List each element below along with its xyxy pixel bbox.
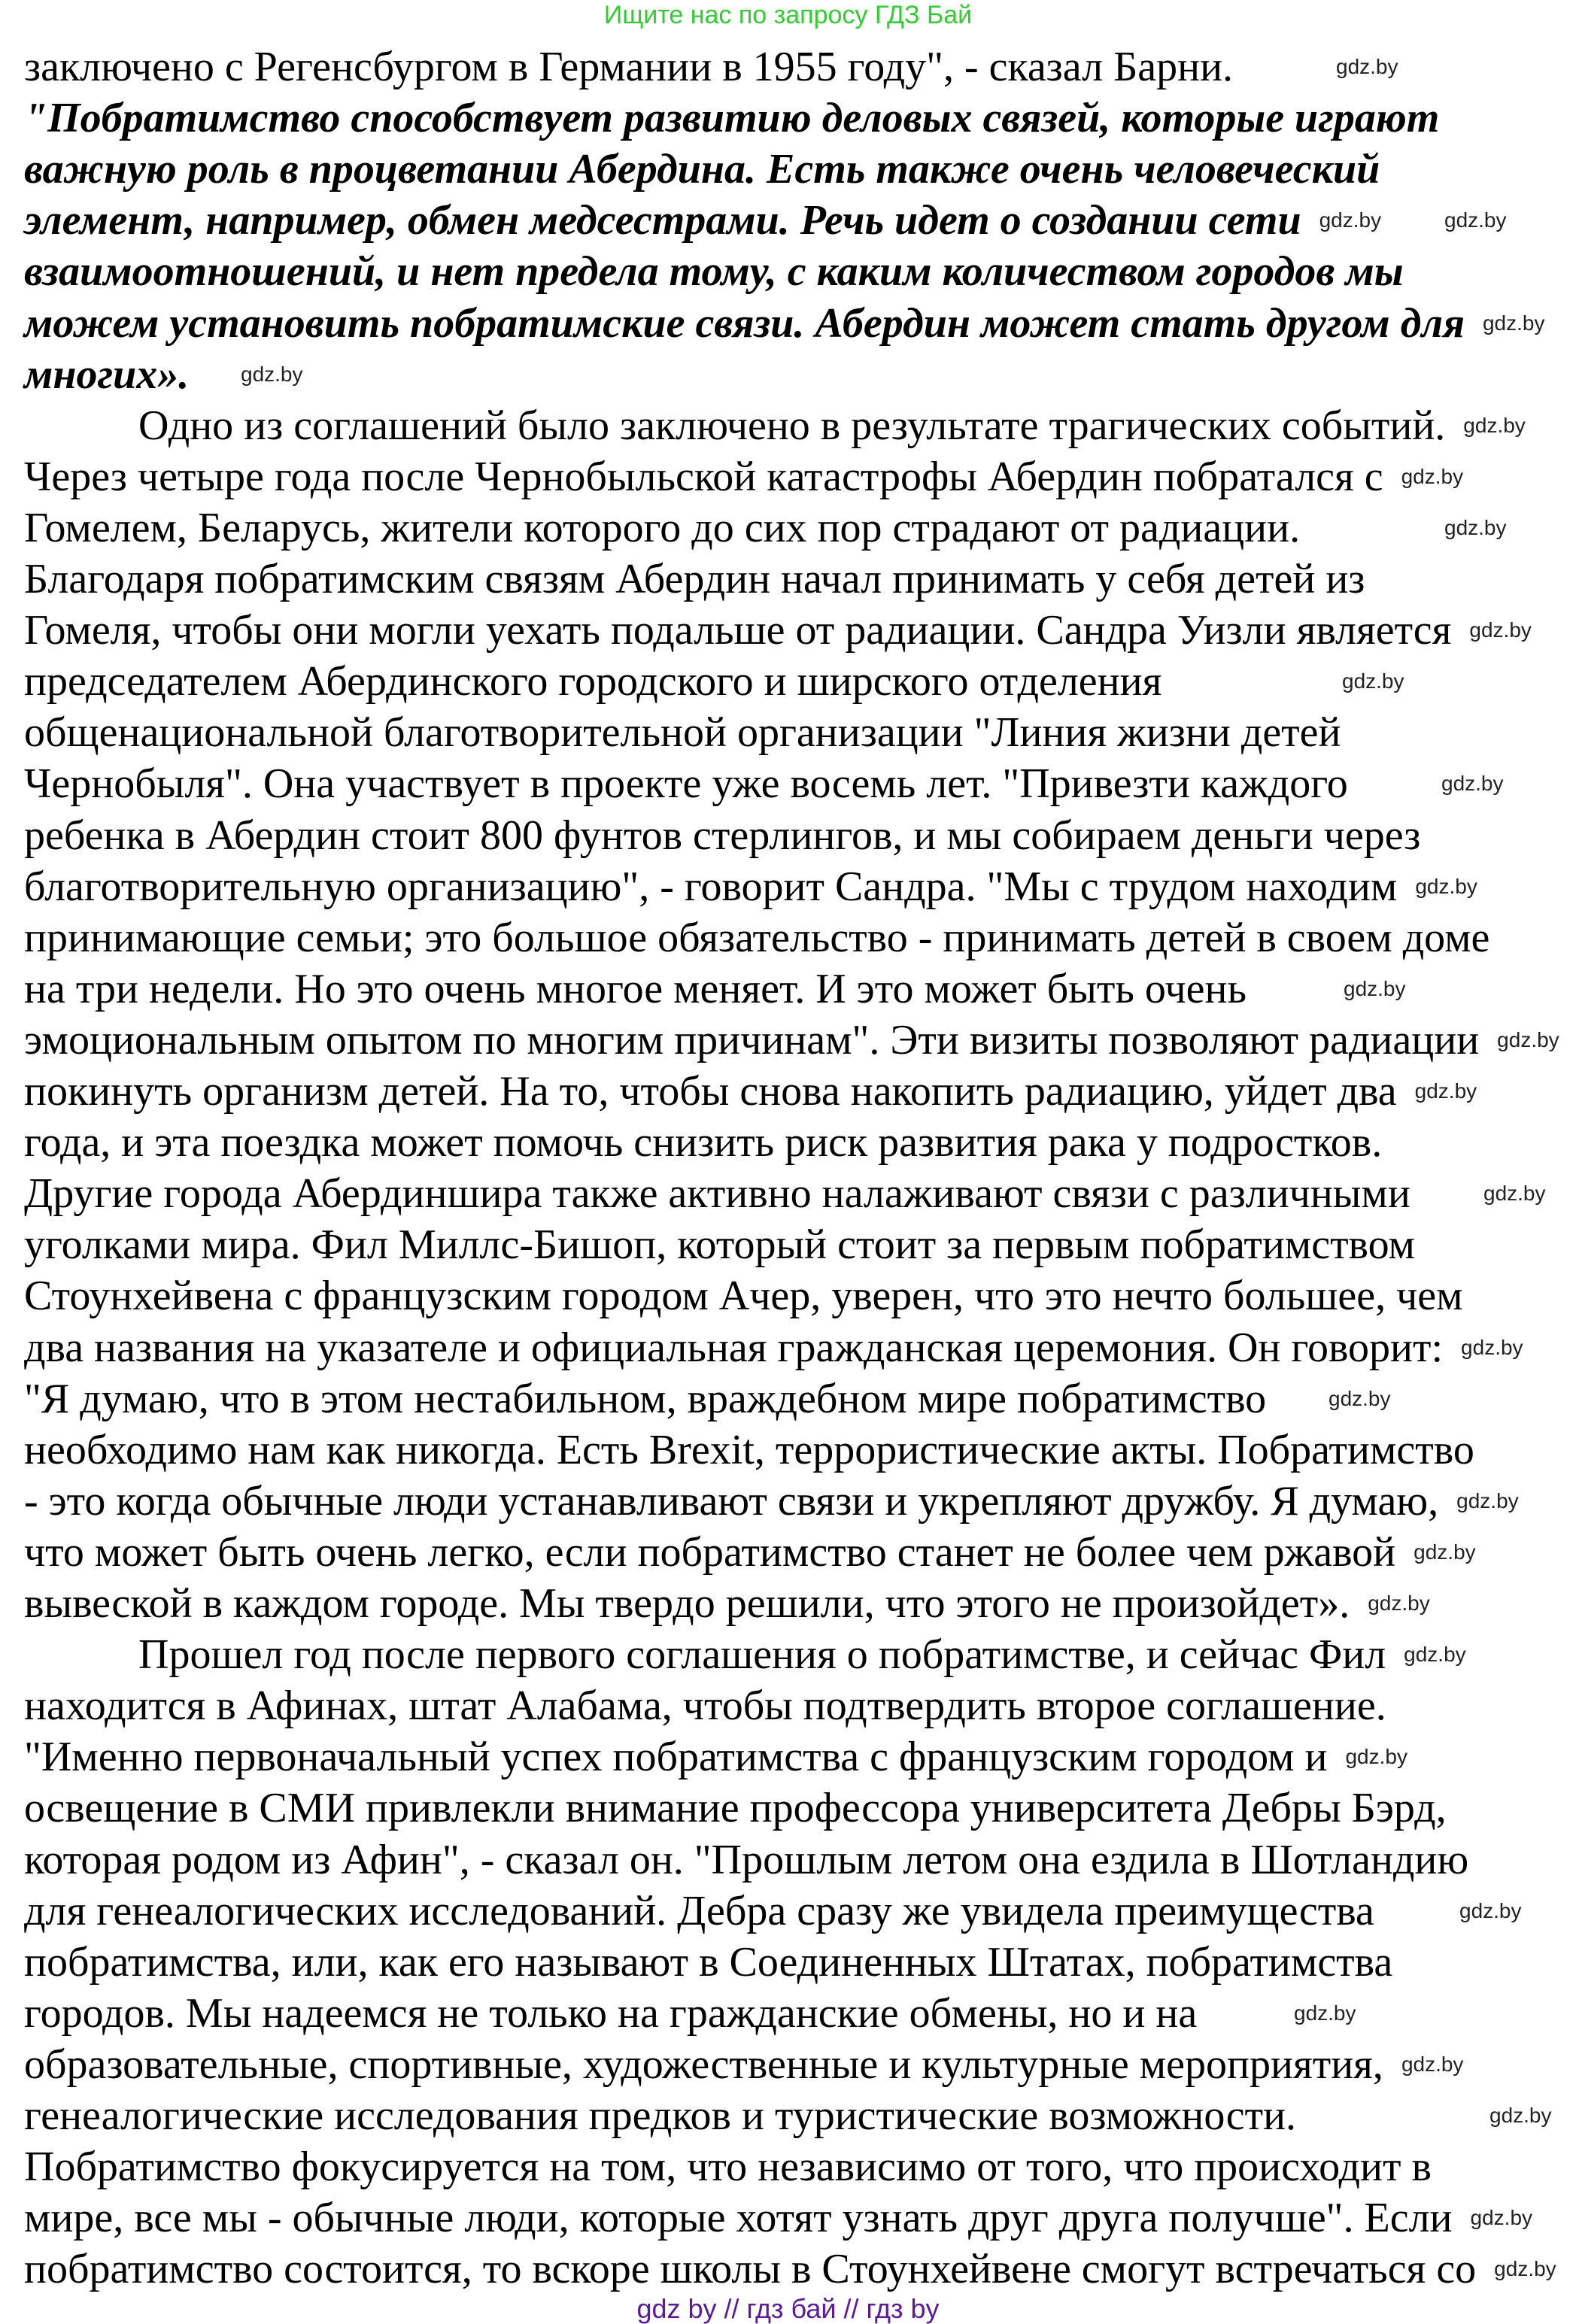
quote-line: можем установить побратимские связи. Абердин может стать другом для: [24, 299, 1465, 347]
text-line: заключено с Регенсбургом в Германии в 1955 году", - сказал Барни.: [24, 44, 1234, 90]
watermark-label: gdz.by: [1415, 874, 1477, 898]
watermark-label: gdz.by: [1329, 1386, 1391, 1410]
text-line: года, и эта поездка может помочь снизить риск развития рака у подростков.: [24, 1119, 1383, 1167]
text-line: - это когда обычные люди устанавливают связи и укрепляют дружбу. Я думаю,: [24, 1477, 1439, 1525]
quote-line: элемент, например, обмен медсестрами. Речь идет о создании сети: [24, 197, 1301, 244]
text-line: городов. Мы надеемся не только на гражданские обмены, но и на: [24, 1989, 1198, 2037]
text-line: Через четыре года после Чернобыльской катастрофы Абердин побратался с: [24, 453, 1383, 500]
text-line: покинуть организм детей. На то, чтобы снова накопить радиацию, уйдет два: [24, 1068, 1397, 1115]
watermark-label: gdz.by: [1482, 311, 1545, 335]
watermark-label: gdz.by: [1342, 669, 1404, 693]
text-line: на три недели. Но это очень многое меняет. И это может быть очень: [24, 965, 1247, 1012]
watermark-label: gdz.by: [1344, 976, 1406, 1000]
watermark-label: gdz.by: [241, 362, 303, 386]
watermark-label: gdz.by: [1444, 515, 1507, 539]
text-line: Гомелем, Беларусь, жители которого до сих пор страдают от радиации.: [24, 504, 1301, 551]
quote-line: "Побратимство способствует развитию деловых связей, которые играют: [24, 95, 1440, 142]
text-line: для генеалогических исследований. Дебра сразу же увидела преимущества: [24, 1887, 1374, 1934]
watermark-label: gdz.by: [1414, 1540, 1476, 1564]
text-line: уголками мира. Фил Миллс-Бишоп, который стоит за первым побратимством: [24, 1221, 1415, 1269]
quote-line: важную роль в процветании Абердина. Есть также очень человеческий: [24, 146, 1380, 193]
text-line: благотворительную организацию", - говорит Сандра. "Мы с трудом находим: [24, 863, 1398, 910]
text-line: что может быть очень легко, если побратимство станет не более чем ржавой: [24, 1528, 1396, 1576]
text-line: образовательные, спортивные, художественные и культурные мероприятия,: [24, 2040, 1383, 2088]
text-line: принимающие семьи; это большое обязательство - принимать детей в своем доме: [24, 914, 1490, 961]
watermark-label: gdz.by: [1497, 1027, 1559, 1051]
text-line: Чернобыля". Она участвует в проекте уже восемь лет. "Привезти каждого: [24, 760, 1348, 808]
search-hint-banner: Ищите нас по запросу ГДЗ Бай: [603, 1, 973, 29]
text-line: побратимства, или, как его называют в Соединенных Штатах, побратимства: [24, 1938, 1393, 1986]
watermark-label: gdz.by: [1294, 2001, 1356, 2025]
text-line: необходимо нам как никогда. Есть Brexit, террористические акты. Побратимство: [24, 1426, 1474, 1473]
watermark-label: gdz.by: [1463, 413, 1526, 437]
text-line: генеалогические исследования предков и туристические возможности.: [24, 2092, 1297, 2139]
watermark-label: gdz.by: [1483, 1182, 1546, 1206]
watermark-label: gdz.by: [1368, 1591, 1430, 1615]
text-line: ребенка в Абердин стоит 800 фунтов стерлингов, и мы собираем деньги через: [24, 812, 1421, 859]
text-line: Благодаря побратимским связям Абердин начал принимать у себя детей из: [24, 556, 1365, 602]
text-line: председателем Абердинского городского и ширского отделения: [24, 658, 1162, 705]
watermark-label: gdz.by: [1444, 208, 1507, 232]
text-line: два названия на указателе и официальная гражданская церемония. Он говорит:: [24, 1324, 1444, 1371]
text-line: побратимство состоится, то вскоре школы в Стоунхейвене смогут встречаться со: [24, 2246, 1477, 2293]
text-line: освещение в СМИ привлекли внимание профессора университета Дебры Бэрд,: [24, 1785, 1447, 1832]
watermark-label: gdz.by: [1489, 2104, 1552, 2127]
text-line: эмоциональным опытом по многим причинам". Эти визиты позволяют радиации: [24, 1016, 1480, 1063]
watermark-label: gdz.by: [1459, 1898, 1522, 1922]
watermark-label: gdz.by: [1319, 208, 1382, 232]
footer-links[interactable]: gdz by // гдз бай // гдз by: [636, 2293, 940, 2324]
watermark-label: gdz.by: [1470, 2206, 1533, 2230]
text-line: Гомеля, чтобы они могли уехать подальше от радиации. Сандра Уизли является: [24, 607, 1452, 654]
watermark-label: gdz.by: [1469, 618, 1532, 642]
watermark-label: gdz.by: [1345, 1745, 1407, 1769]
watermark-label: gdz.by: [1401, 2052, 1464, 2076]
text-line: мире, все мы - обычные люди, которые хотят узнать друг друга получше". Если: [24, 2195, 1453, 2242]
text-line: Одно из соглашений было заключено в результате трагических событий.: [138, 402, 1446, 449]
watermark-label: gdz.by: [1401, 464, 1464, 488]
text-line: Побратимство фокусируется на том, что независимо от того, что происходит в: [24, 2143, 1432, 2191]
text-line: общенациональной благотворительной организации "Линия жизни детей: [24, 709, 1341, 757]
text-line: Другие города Абердиншира также активно налаживают связи с различными: [24, 1170, 1411, 1218]
watermark-label: gdz.by: [1441, 772, 1504, 796]
watermark-label: gdz.by: [1336, 55, 1398, 78]
quote-line: взаимоотношений, и нет предела тому, с каким количеством городов мы: [24, 248, 1404, 296]
quote-line: многих».: [24, 350, 190, 398]
watermark-label: gdz.by: [1404, 1643, 1466, 1667]
watermark-label: gdz.by: [1461, 1335, 1523, 1359]
text-line: "Именно первоначальный успех побратимства с французским городом и: [24, 1734, 1328, 1781]
text-line: находится в Афинах, штат Алабама, чтобы подтвердить второе соглашение.: [24, 1682, 1386, 1730]
text-line: которая родом из Афин", - сказал он. "Прошлым летом она ездила в Шотландию: [24, 1836, 1469, 1883]
text-line: Стоунхейвена с французским городом Ачер, уверен, что это нечто большее, чем: [24, 1273, 1463, 1320]
text-line: "Я думаю, что в этом нестабильном, враждебном мире побратимство: [24, 1375, 1267, 1422]
watermark-label: gdz.by: [1414, 1079, 1477, 1103]
watermark-label: gdz.by: [1456, 1488, 1519, 1512]
text-line: вывеской в каждом городе. Мы твердо решили, что этого не произойдет».: [24, 1580, 1350, 1627]
watermark-label: gdz.by: [1494, 2257, 1556, 2281]
text-line: Прошел год после первого соглашения о побратимстве, и сейчас Фил: [138, 1631, 1386, 1679]
